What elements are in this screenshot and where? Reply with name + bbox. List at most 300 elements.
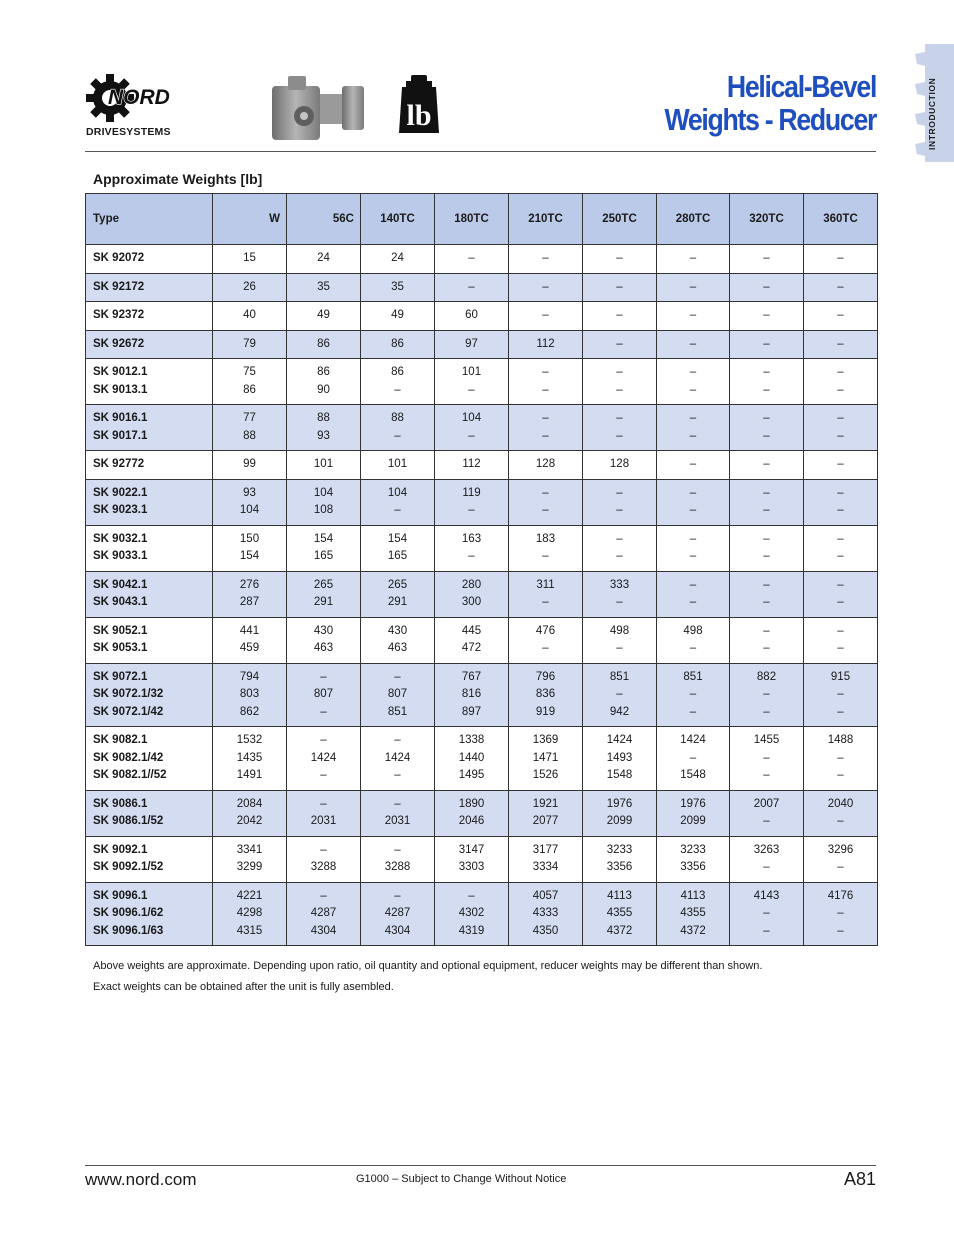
weight-value: 165 [313,550,334,562]
type-value: SK 9032.1 [93,532,148,545]
weight-cell [730,245,804,274]
weight-cell [361,451,435,480]
weight-value: 104 [239,504,260,516]
type-cell [86,836,213,882]
weight-value: 79 [243,337,256,350]
type-cell [86,330,213,359]
weight-value: – [837,815,844,827]
type-value: SK 9086.1 [93,797,148,810]
weight-value: – [763,751,770,764]
weight-value: 4355 [680,907,706,919]
weight-cell [657,330,730,359]
weight-value: – [837,458,844,470]
type-value: SK 9052.1 [93,624,148,637]
type-value: SK 9053.1 [93,642,148,654]
weight-cell [435,359,509,405]
weight-value: 4221 [236,889,263,902]
weight-value: 2040 [827,797,854,810]
weight-value: 794 [239,670,260,683]
weight-value: – [837,366,844,378]
weight-cell [583,479,657,525]
type-value: SK 9033.1 [93,550,148,562]
nord-logo [86,72,176,140]
weight-cell [361,727,435,791]
weight-value: – [320,705,327,718]
table-row [86,405,878,451]
weight-value: 441 [239,624,260,637]
weight-value: 1424 [606,734,633,746]
weight-cell [435,617,509,663]
weight-value: – [689,429,697,442]
weight-value: – [616,252,623,264]
weight-value: 1424 [310,751,337,764]
type-cell [86,405,213,451]
weight-value: 3233 [680,843,706,856]
weight-value: 1488 [827,734,854,746]
weight-cell [657,663,730,727]
weight-value: 2077 [532,815,559,827]
weight-cell [657,451,730,480]
weight-value: – [763,642,770,654]
weight-value: 93 [243,486,256,499]
weight-cell [730,302,804,331]
weight-cell [657,882,730,946]
weight-cell [287,663,361,727]
weight-cell [583,405,657,451]
weight-value: 2099 [606,815,633,827]
weight-cell [361,663,435,727]
weight-value: 919 [535,705,556,718]
weight-cell [509,451,583,480]
weight-value: 1491 [236,769,263,781]
weight-value: – [468,550,475,562]
type-value: SK 9096.1/63 [93,924,164,937]
weight-value: 498 [609,624,630,637]
weight-cell [213,836,287,882]
weight-value: – [394,383,401,396]
weight-value: 4304 [384,924,411,937]
weight-value: – [320,797,327,810]
weight-cell [804,302,878,331]
weight-value: 897 [461,705,482,718]
weight-cell [730,790,804,836]
weight-cell [509,330,583,359]
weight-value: – [542,366,549,378]
table-row [86,525,878,571]
weight-cell [583,727,657,791]
weight-cell [583,245,657,274]
weight-value: 3147 [458,843,485,856]
weight-value: 4304 [310,924,337,937]
weight-value: – [837,309,844,321]
weight-cell [804,451,878,480]
weight-value: – [394,429,401,442]
weight-value: – [616,596,623,608]
weight-value: 1424 [680,734,706,746]
weight-cell [804,790,878,836]
weight-value: – [837,907,844,919]
weight-value: 463 [387,642,408,654]
weight-cell [730,727,804,791]
weight-cell [213,245,287,274]
weight-value: 150 [239,532,260,545]
weight-value: – [837,504,844,516]
weight-value: – [763,383,770,396]
weight-value: 2007 [753,797,780,810]
weight-cell [509,245,583,274]
weight-lb-icon [398,75,440,133]
weight-value: – [468,252,475,264]
weight-value: 104 [313,486,334,499]
weight-cell [804,405,878,451]
weight-cell [287,302,361,331]
weight-value: – [763,429,770,442]
weight-value: 35 [391,280,404,293]
weight-cell [657,405,730,451]
weight-value: – [616,309,623,321]
weight-value: 4057 [532,889,559,902]
weight-value: – [542,412,549,424]
weight-value: 476 [535,624,556,637]
weight-value: 862 [239,705,260,718]
page-title-line1: Helical-Bevel [726,69,876,104]
type-cell [86,790,213,836]
weight-value: 796 [535,670,556,683]
weight-cell [287,330,361,359]
weight-cell [730,479,804,525]
type-cell [86,479,213,525]
weight-value: 3356 [606,861,633,873]
weight-cell [804,245,878,274]
weight-value: 4333 [532,907,559,919]
weight-cell [435,451,509,480]
weight-value: 60 [465,309,478,321]
type-value: SK 9012.1 [93,366,148,378]
weight-value: 836 [535,688,556,700]
weight-cell [583,525,657,571]
weight-value: 15 [243,252,256,264]
weight-cell [361,359,435,405]
weight-cell [361,525,435,571]
weight-value: – [689,751,697,764]
weight-value: – [542,309,549,321]
weight-value: 4372 [606,924,633,937]
type-cell [86,245,213,274]
column-header-250tc: 250TC [583,194,657,245]
weight-value: – [616,412,623,424]
weight-value: 265 [387,578,408,591]
table-row [86,359,878,405]
weight-value: – [394,734,401,746]
type-value: SK 9092.1/52 [93,861,164,873]
weight-value: – [689,642,697,654]
weight-cell [657,479,730,525]
weight-value: 1526 [532,769,559,781]
weight-value: 4298 [236,907,263,919]
weight-value: – [763,907,770,919]
weight-value: 154 [387,532,408,545]
weight-value: 1455 [753,734,780,746]
header-divider [85,151,876,152]
table-row [86,273,878,302]
weight-cell [287,479,361,525]
weight-value: 4287 [384,907,411,919]
weight-value: – [542,596,549,608]
weight-value: – [689,383,697,396]
weight-cell [213,302,287,331]
weight-cell [583,836,657,882]
weight-value: 445 [461,624,482,637]
weight-value: – [763,705,770,718]
weight-value: – [689,337,697,350]
weight-value: 430 [387,624,408,637]
weight-cell [583,451,657,480]
weight-cell [509,359,583,405]
weight-value: – [763,861,770,873]
weight-value: 163 [461,532,482,545]
weight-value: 4113 [607,889,632,902]
weight-cell [287,836,361,882]
weight-cell [730,571,804,617]
weight-cell [287,727,361,791]
column-header-320tc: 320TC [730,194,804,245]
weight-cell [213,571,287,617]
footer-url-link[interactable]: www.nord.com [85,1170,197,1189]
weight-value: – [616,550,623,562]
footnote-exact: Exact weights can be obtained after the unit is fully asembled. [93,981,394,993]
weight-value: 75 [243,366,256,378]
weight-cell [287,525,361,571]
weight-value: 4315 [236,924,263,937]
weight-cell [657,525,730,571]
weight-value: 88 [243,429,256,442]
weight-value: 333 [609,578,630,591]
type-cell [86,663,213,727]
weight-value: 86 [391,337,404,350]
weight-value: 291 [313,596,334,608]
weight-value: 4176 [827,889,854,902]
weight-value: 104 [461,412,482,424]
weight-value: 1976 [680,797,706,810]
weight-value: 49 [317,309,330,321]
weight-cell [287,571,361,617]
weight-value: 77 [243,412,256,424]
weight-value: – [763,412,770,424]
weight-cell [435,836,509,882]
table-body [86,245,878,946]
weight-value: 93 [317,429,330,442]
weight-cell [583,359,657,405]
weight-value: – [837,751,844,764]
weight-cell [509,302,583,331]
weight-value: – [837,688,844,700]
type-value: SK 9022.1 [93,486,148,499]
weight-value: 154 [313,532,334,545]
weight-cell [213,359,287,405]
weight-value: 26 [243,280,256,293]
weight-value: – [616,486,623,499]
weight-value: 1435 [236,751,263,764]
table-row [86,571,878,617]
weight-value: 1921 [532,797,559,810]
weight-cell [583,882,657,946]
weight-cell [361,330,435,359]
weight-value: – [837,578,844,591]
weight-value: 3356 [680,861,706,873]
weight-value: 3299 [236,861,263,873]
weight-value: 882 [756,670,777,683]
weight-value: – [763,596,770,608]
page-title-line2: Weights - Reducer [664,102,876,137]
weight-cell [657,302,730,331]
weight-cell [804,663,878,727]
weight-value: 311 [536,578,555,591]
weight-value: – [542,429,549,442]
weight-value: 472 [461,642,482,654]
weight-cell [213,663,287,727]
weight-cell [213,330,287,359]
weight-value: – [689,688,697,700]
weight-value: – [837,429,844,442]
weight-cell [435,273,509,302]
weight-value: 1890 [458,797,485,810]
weight-cell [509,727,583,791]
weight-cell [213,273,287,302]
column-header-140tc: 140TC [361,194,435,245]
type-cell [86,359,213,405]
weight-value: 1471 [532,751,559,764]
type-value: SK 9096.1 [93,889,148,902]
weight-cell [213,617,287,663]
weight-value: – [468,504,475,516]
weight-value: – [616,366,623,378]
column-header-w: W [213,194,287,245]
type-cell [86,617,213,663]
weight-cell [583,617,657,663]
weight-value: – [837,624,844,637]
weight-value: 265 [313,578,334,591]
weight-value: 851 [387,705,408,718]
weight-value: – [763,532,770,545]
weight-value: – [837,550,844,562]
weight-cell [361,882,435,946]
weight-value: – [394,670,401,683]
weight-value: – [689,412,697,424]
weight-value: – [320,670,327,683]
weight-value: – [689,486,697,499]
weight-value: 1493 [606,751,633,764]
weight-value: 463 [313,642,334,654]
weight-value: 2042 [236,815,263,827]
weight-cell [657,273,730,302]
weight-cell [730,525,804,571]
weight-value: 4355 [606,907,633,919]
weight-value: 40 [243,309,256,321]
weight-value: 3341 [236,843,263,856]
weight-value: 4287 [310,907,337,919]
type-value: SK 9092.1 [93,843,148,856]
weight-value: 24 [391,252,404,264]
weight-cell [657,617,730,663]
type-value: SK 92372 [93,309,145,321]
type-cell [86,451,213,480]
weight-value: 2031 [384,815,411,827]
weight-value: – [394,769,401,781]
weight-value: 2084 [236,797,263,810]
weight-value: – [468,280,475,293]
weight-value: – [320,843,327,856]
weight-value: 816 [461,688,482,700]
weight-cell [509,405,583,451]
weight-cell [361,273,435,302]
table-row [86,882,878,946]
type-value: SK 9023.1 [93,504,148,516]
weight-value: 767 [461,670,482,683]
type-value: SK 9042.1 [93,578,148,591]
weight-cell [435,245,509,274]
table-header-row [86,194,878,245]
weight-value: – [616,642,623,654]
weight-cell [657,245,730,274]
weight-value: 1548 [606,769,633,781]
weight-value: 3334 [532,861,559,873]
weight-cell [657,727,730,791]
weight-cell [287,882,361,946]
weight-cell [657,790,730,836]
footer-notice: G1000 – Subject to Change Without Notice [356,1173,567,1185]
weight-value: 803 [239,688,260,700]
weight-value: 49 [391,309,404,321]
weight-value: – [394,889,401,902]
weight-cell [361,302,435,331]
weight-value: – [837,280,844,293]
weight-value: – [763,337,770,350]
weight-cell [583,302,657,331]
weight-value: 108 [313,504,334,516]
weights-table [85,193,878,946]
table-row [86,330,878,359]
weight-cell [435,302,509,331]
weight-value: – [542,550,549,562]
weight-cell [583,790,657,836]
weight-cell [804,479,878,525]
weight-value: 86 [243,383,256,396]
weight-value: 915 [830,670,851,683]
weight-cell [509,571,583,617]
weight-cell [804,330,878,359]
weight-value: – [689,280,697,293]
weight-value: 35 [317,280,330,293]
weight-value: – [837,252,844,264]
weight-value: 300 [461,596,482,608]
weight-value: 88 [391,412,404,424]
weight-value: – [689,309,697,321]
weight-value: – [616,532,623,545]
weight-cell [804,836,878,882]
weight-value: – [837,337,844,350]
weight-value: – [837,486,844,499]
weight-value: 112 [536,337,555,350]
type-value: SK 92672 [93,337,145,350]
weight-value: 86 [317,337,330,350]
weight-value: 1440 [458,751,485,764]
weight-value: 280 [461,578,482,591]
weight-value: – [763,815,770,827]
weight-value: – [837,383,844,396]
weight-value: 3177 [532,843,559,856]
weight-cell [213,405,287,451]
column-header-type: Type [86,194,213,245]
